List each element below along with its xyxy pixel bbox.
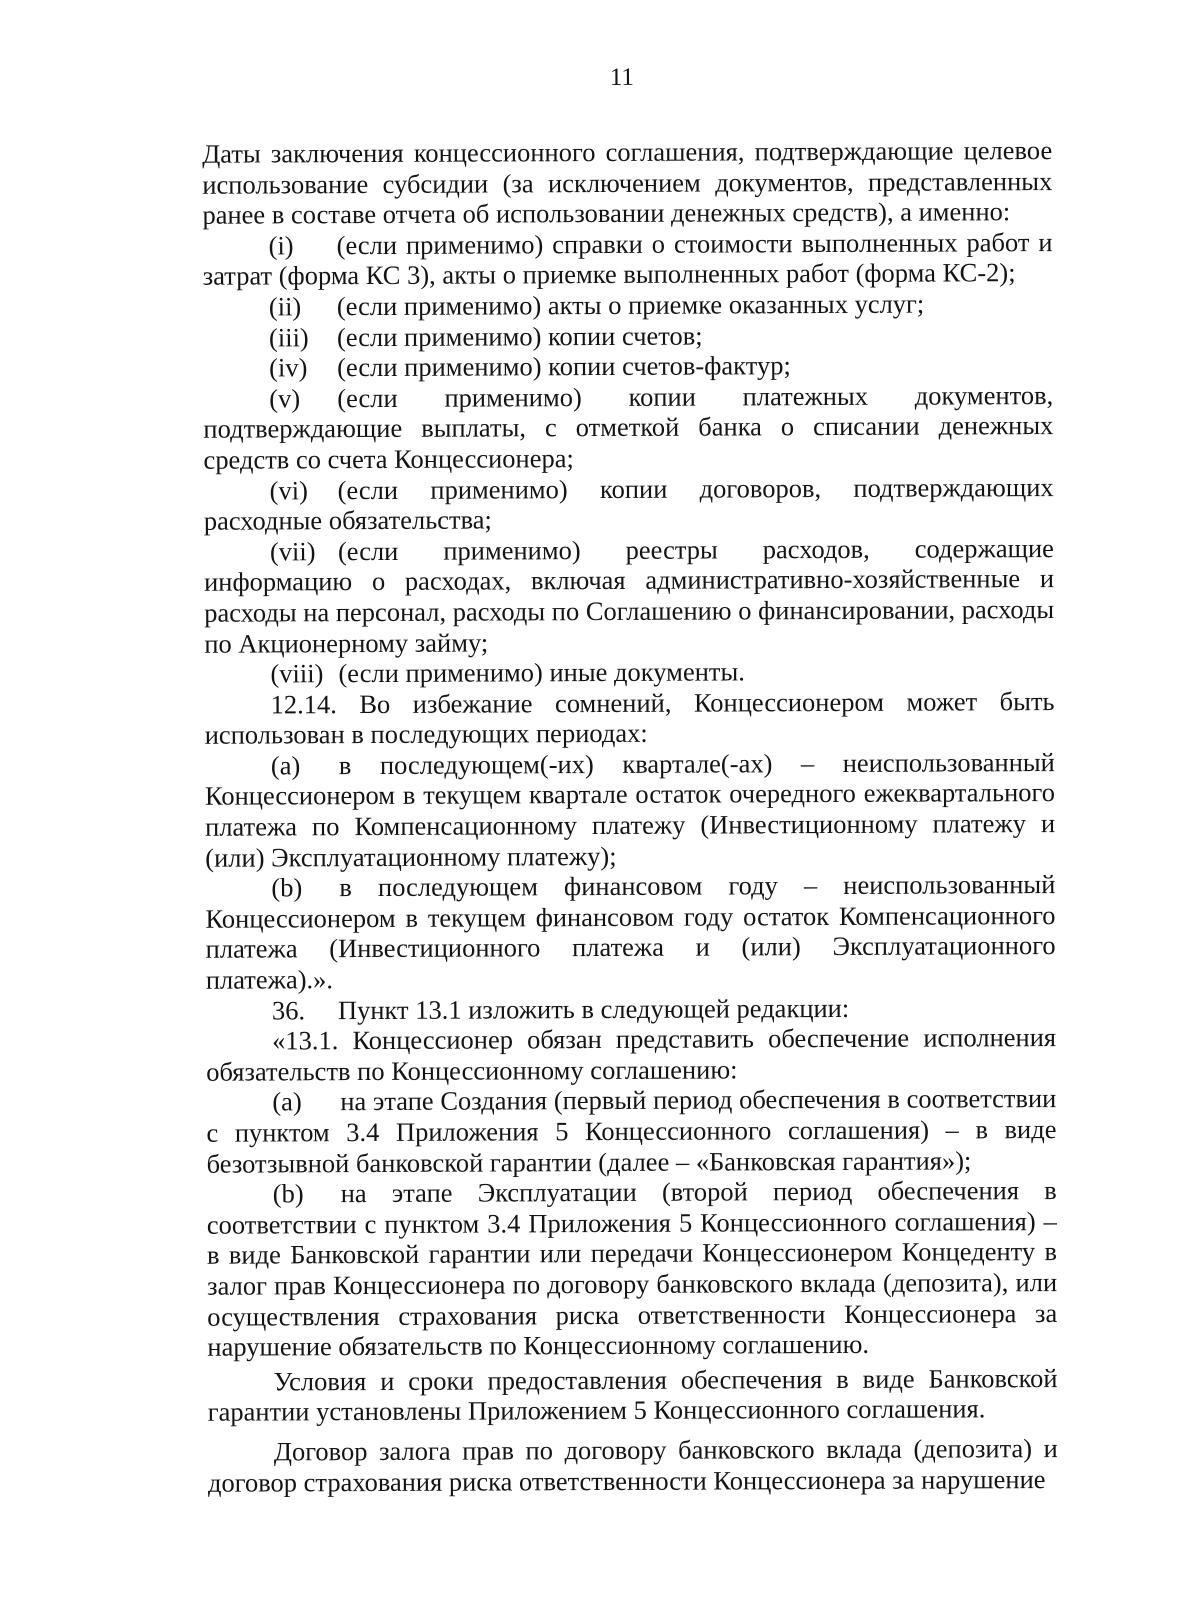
- item-label: (iv): [269, 352, 308, 383]
- clause-13-1: «13.1. Концессионер обязан представить обеспечение исполнения обязательств по Концессионному соглашению:: [206, 1022, 1057, 1087]
- item-text: (если применимо) справки о стоимости выполненных работ и затрат (форма КС 3), акты о приемке выполненных работ (форма КС-2);: [202, 226, 1053, 292]
- item-text: (если применимо) копии договоров, подтверждающих расходные обязательства;: [203, 471, 1054, 536]
- item-text: в последующем финансовом году – неиспользованный Концессионером в текущем финансовом году остаток Компенсационного платежа (Инвестиционного платежа и (или) Эксплуатационного платежа).».: [205, 869, 1056, 995]
- clause-12-14-a: [205, 747, 1056, 873]
- clause-text: Во избежание сомнений, Концессионером может быть использован в последующих периодах:: [204, 685, 1055, 751]
- clause-12-14-b: [205, 869, 1056, 995]
- item-text: (если применимо) реестры расходов, содержащие информацию о расходах, включая административно-хозяйственные и расходы на персонал, расходы по Соглашению о финансировании, расходы по Акционерному займу;: [203, 532, 1055, 659]
- list-item-ii: [203, 288, 1053, 322]
- item-text: (если применимо) копии счетов;: [336, 320, 703, 352]
- item-text: (если применимо) иные документы.: [338, 656, 745, 689]
- amendment-number: 36.: [271, 994, 306, 1026]
- item-text: в последующем(-их) квартале(-ах) – неиспользованный Концессионером в текущем квартале остаток очередного ежеквартального платежа по Компенсационному платежу (Инвестиционному платежу и (или) Эксплуатационному платежу);: [204, 746, 1056, 873]
- list-item-iii: [203, 319, 1053, 353]
- item-label: (ii): [268, 291, 302, 322]
- clause-13-1-a: [206, 1083, 1056, 1178]
- item-label: (a): [270, 750, 301, 781]
- page-number: 11: [609, 63, 634, 91]
- list-item-vii: [204, 533, 1055, 659]
- amendment-text: Пункт 13.1 изложить в следующей редакции:: [337, 992, 850, 1025]
- list-item-i: [203, 227, 1053, 292]
- item-label: (vii): [269, 535, 316, 567]
- item-text: (если применимо) копии платежных документов, подтверждающие выплаты, с отметкой банка о списании денежных средств со счета Концессионера;: [203, 379, 1054, 475]
- document-body: [202, 135, 1058, 1498]
- item-text: (если применимо) акты о приемке оказанных услуг;: [336, 288, 925, 322]
- item-label: (i): [268, 230, 294, 261]
- item-label: (iii): [268, 321, 309, 353]
- clause-13-1-b: [207, 1175, 1058, 1362]
- list-item-v: [203, 380, 1053, 475]
- clause-number: 12.14.: [270, 688, 337, 720]
- item-label: (b): [272, 1178, 304, 1209]
- item-text: (если применимо) копии счетов-фактур;: [337, 350, 791, 383]
- item-label: (vi): [269, 474, 308, 505]
- paragraph-bank-guarantee: Условия и сроки предоставления обеспечения в виде Банковской гарантии установлены Приложением 5 Концессионного соглашения.: [207, 1362, 1058, 1428]
- item-label: (viii): [270, 658, 324, 689]
- item-label: (b): [271, 872, 303, 903]
- amendment-36: [206, 992, 1056, 1026]
- item-label: (v): [269, 383, 301, 414]
- paragraph-pledge-agreement: Договор залога прав по договору банковского вклада (депозита) и договор страхования риска ответственности Концессионера за нарушение: [207, 1432, 1058, 1498]
- clause-12-14: [205, 686, 1055, 751]
- item-label: (a): [272, 1086, 302, 1117]
- list-item-vi: [204, 472, 1054, 537]
- list-item-viii: [204, 655, 1054, 689]
- item-text: на этапе Эксплуатации (второй период обеспечения в соответствии с пунктом 3.4 Приложения 5 Концессионного соглашения) – в виде Банковской гарантии или передачи Концессионером Концеденту в залог прав Концессионера по договору банковского вклада (депозита), или осуществления страхования риска ответственности Концессионера за нарушение обязательств по Концессионному соглашению.: [206, 1175, 1058, 1362]
- paragraph-intro: Даты заключения концессионного соглашения, подтверждающие целевое использование субсидии (за исключением документов, представленных ранее в составе отчета об использовании денежных средств), а именно:: [202, 135, 1053, 230]
- item-text: на этапе Создания (первый период обеспечения в соответствии с пунктом 3.4 Приложения 5 Концессионного соглашения) – в виде безотзывной банковской гарантии (далее – «Банковская гарантия»);: [206, 1083, 1057, 1179]
- list-item-iv: [203, 349, 1053, 383]
